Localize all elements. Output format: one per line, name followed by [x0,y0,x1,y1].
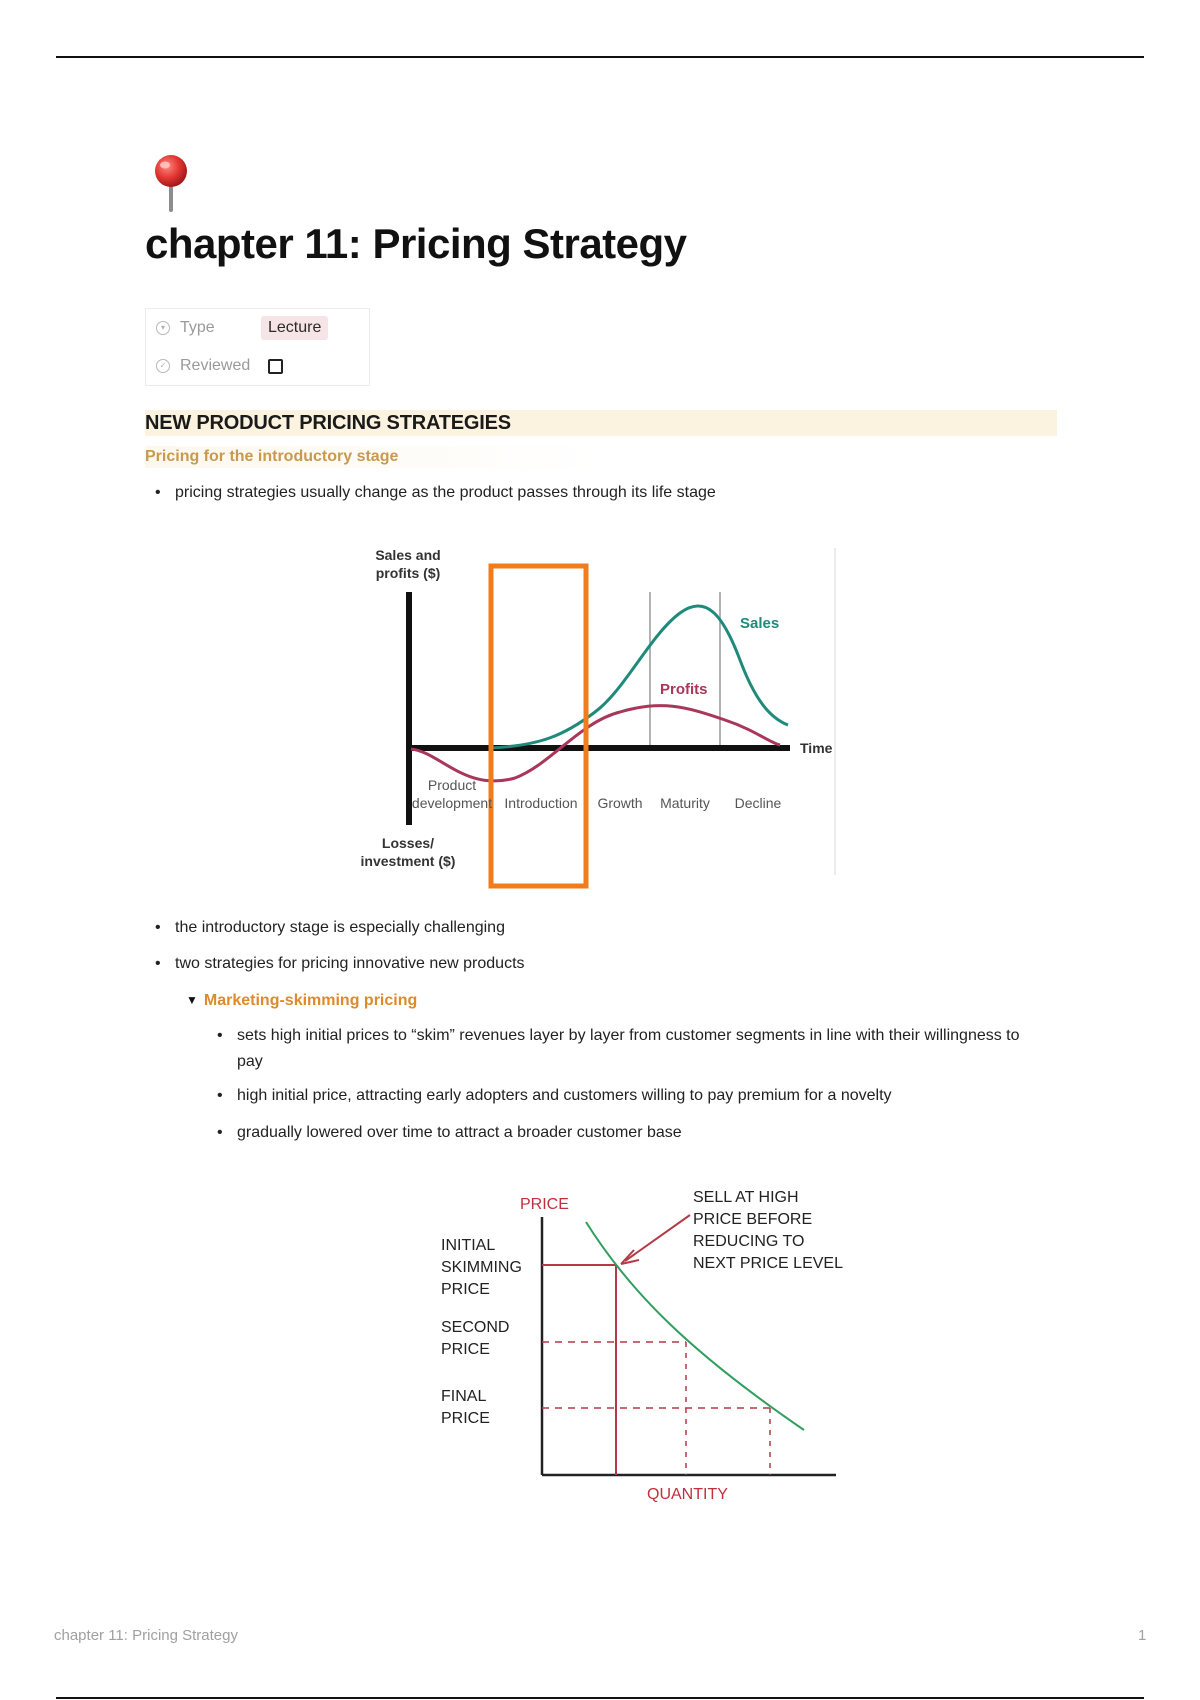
annotation-text: PRICE BEFORE [693,1211,813,1228]
list-item: • pricing strategies usually change as the product passes through its life stage [175,480,716,506]
list-item: • sets high initial prices to “skim” revenues layer by layer from customer segments in line with their willingness to pay [237,1023,1037,1075]
top-rule [56,56,1144,58]
y-axis-label-bottom-2: investment ($) [360,853,456,869]
price-axis-label: PRICE [520,1196,569,1213]
type-tag[interactable]: Lecture [261,316,328,340]
quantity-axis-label: QUANTITY [647,1486,728,1503]
list-item: • high initial price, attracting early adopters and customers willing to pay premium for a novelty [237,1083,892,1109]
y-axis-label-bottom: Losses/ [381,835,435,851]
annotation-text: NEXT PRICE LEVEL [693,1255,843,1272]
second-price-label: PRICE [441,1341,490,1358]
footer-title: chapter 11: Pricing Strategy [54,1627,238,1644]
page-title: chapter 11: Pricing Strategy [145,220,687,267]
list-item: • gradually lowered over time to attract a broader customer base [237,1120,682,1146]
annotation-text: SELL AT HIGH [693,1189,799,1206]
list-item: • two strategies for pricing innovative new products [175,951,525,977]
properties-table [145,308,370,386]
y-axis-label-top-2: profits ($) [375,565,441,581]
section-subheading: Pricing for the introductory stage [145,446,1057,468]
bottom-rule [56,1697,1144,1699]
y-axis-label-top: Sales and [375,547,441,563]
final-price-label: FINAL [441,1388,487,1405]
final-price-label: PRICE [441,1410,490,1427]
stage-label: Maturity [660,795,710,811]
reviewed-checkbox[interactable] [268,359,283,374]
pushpin-icon [152,154,192,214]
product-life-cycle-figure [350,540,840,895]
initial-price-label: INITIAL [441,1237,496,1254]
property-reviewed-row [146,347,369,385]
page-number: 1 [1138,1627,1147,1644]
list-item: • the introductory stage is especially challenging [175,915,505,941]
type-property-icon: ▾ [156,321,170,335]
initial-price-label: PRICE [441,1281,490,1298]
stage-label: Decline [734,795,782,811]
stage-label: development [411,795,493,811]
skimming-pricing-figure [420,1172,870,1507]
skimming-toggle[interactable] [186,988,417,1014]
checkmark-circle-icon: ✓ [156,359,170,373]
initial-price-label: SKIMMING [441,1259,522,1276]
section-heading: NEW PRODUCT PRICING STRATEGIES [145,410,1057,436]
property-type-row [146,309,369,347]
second-price-label: SECOND [441,1319,510,1336]
toggle-triangle-icon: ▼ [186,993,198,1007]
stage-label: Product [427,777,477,793]
annotation-text: REDUCING TO [693,1233,805,1250]
property-reviewed-label: Reviewed [180,357,251,374]
stage-label: Introduction [504,795,578,811]
x-axis-label: Time [800,740,833,756]
sales-series-label: Sales [740,615,780,632]
toggle-label: Marketing-skimming pricing [203,992,418,1009]
profits-series-label: Profits [660,681,708,698]
stage-label: Growth [597,795,643,811]
property-type-label: Type [180,319,215,336]
